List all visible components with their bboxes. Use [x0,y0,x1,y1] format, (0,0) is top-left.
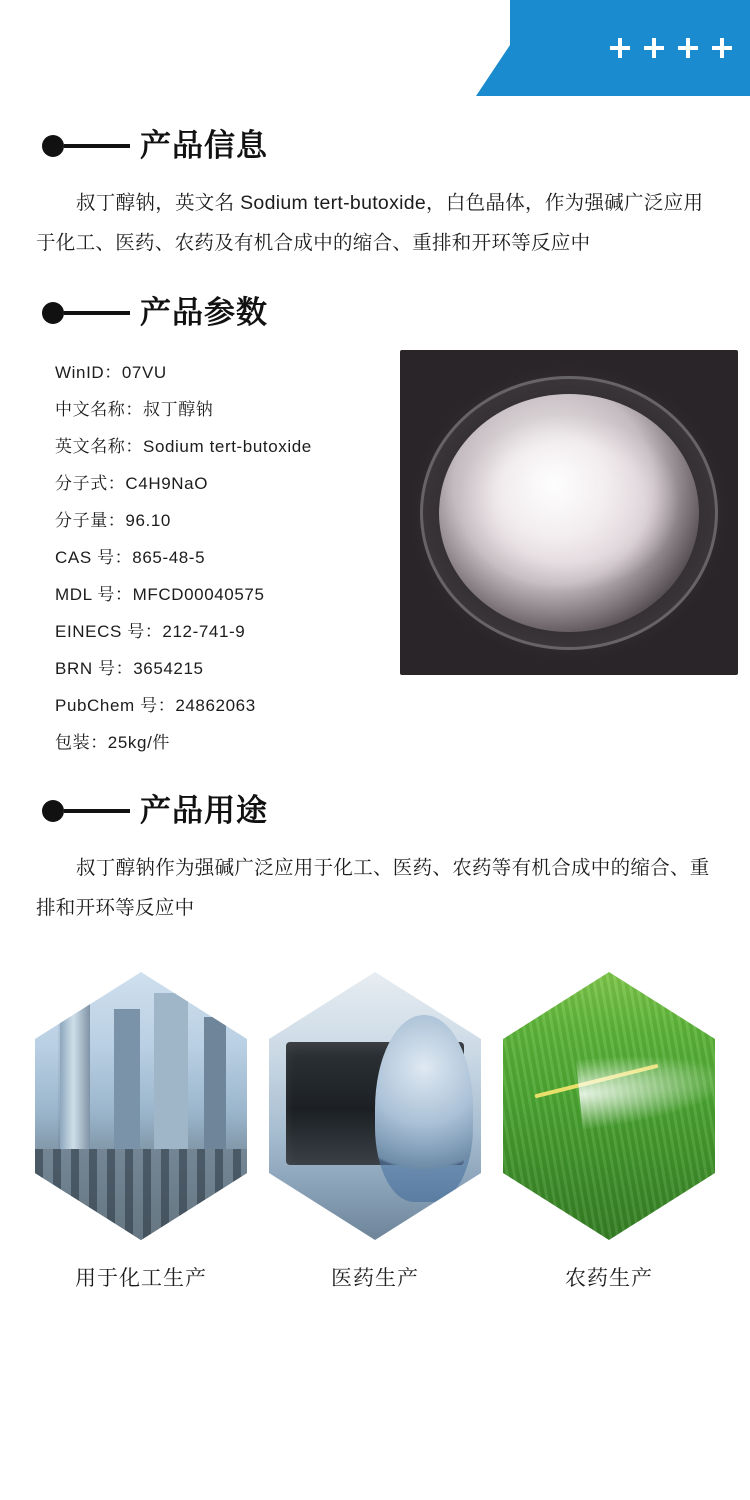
gallery-item-chemical-plant [35,972,247,1292]
hex-image-chemical-plant [35,972,247,1240]
gallery-caption: 用于化工生产 [75,1267,207,1290]
product-info-paragraph: 叔丁醇钠，英文名 Sodium tert-butoxide，白色晶体，作为强碱广泛应用于化工、医药、农药及有机合成中的缩合、重排和开环等反应中 [36,192,704,254]
param-row: EINECS 号：212-741-9 [55,622,246,641]
title-rule [64,311,130,315]
product-usage-paragraph: 叔丁醇钠作为强碱广泛应用于化工、医药、农药等有机合成中的缩合、重排和开环等反应中 [36,857,710,919]
product-params-list [55,350,400,761]
bullet-dot-icon [42,800,64,822]
header-plus-decoration [610,0,732,96]
param-row: 中文名称：叔丁醇钠 [55,400,214,419]
section-header-product-usage [0,795,750,826]
plus-icon [712,38,732,58]
plus-icon [644,38,664,58]
application-gallery [0,972,750,1292]
plus-icon [678,38,698,58]
gallery-item-pesticide-field [503,972,715,1292]
param-row: CAS 号：865-48-5 [55,548,206,567]
page-header [0,0,750,96]
product-photo [400,350,738,675]
title-rule [64,809,130,813]
section-title-product-params: 产品参数 [140,295,268,330]
bullet-dot-icon [42,302,64,324]
section-header-product-params [0,297,750,328]
bullet-dot-icon [42,135,64,157]
section-header-product-info [0,130,750,161]
gallery-caption: 医药生产 [331,1267,419,1290]
param-row: MDL 号：MFCD00040575 [55,585,265,604]
spray-rod-icon [534,1064,658,1099]
section-title-product-info: 产品信息 [140,128,268,163]
title-rule [64,144,130,148]
section-title-product-usage: 产品用途 [140,793,268,828]
plus-icon [610,38,630,58]
param-row: 英文名称：Sodium tert-butoxide [55,437,312,456]
param-row: 包装：25kg/件 [55,733,170,752]
gallery-caption: 农药生产 [565,1267,653,1290]
product-params-block [0,350,750,761]
param-row: 分子量：96.10 [55,511,171,530]
hex-image-pesticide-field [503,972,715,1240]
gallery-item-pharmaceutical-lab [269,972,481,1292]
param-row: WinID：07VU [55,363,167,382]
param-row: BRN 号：3654215 [55,659,204,678]
header-accent-slant [476,0,540,96]
param-row: PubChem 号：24862063 [55,696,256,715]
hex-image-pharmaceutical-lab [269,972,481,1240]
param-row: 分子式：C4H9NaO [55,474,209,493]
